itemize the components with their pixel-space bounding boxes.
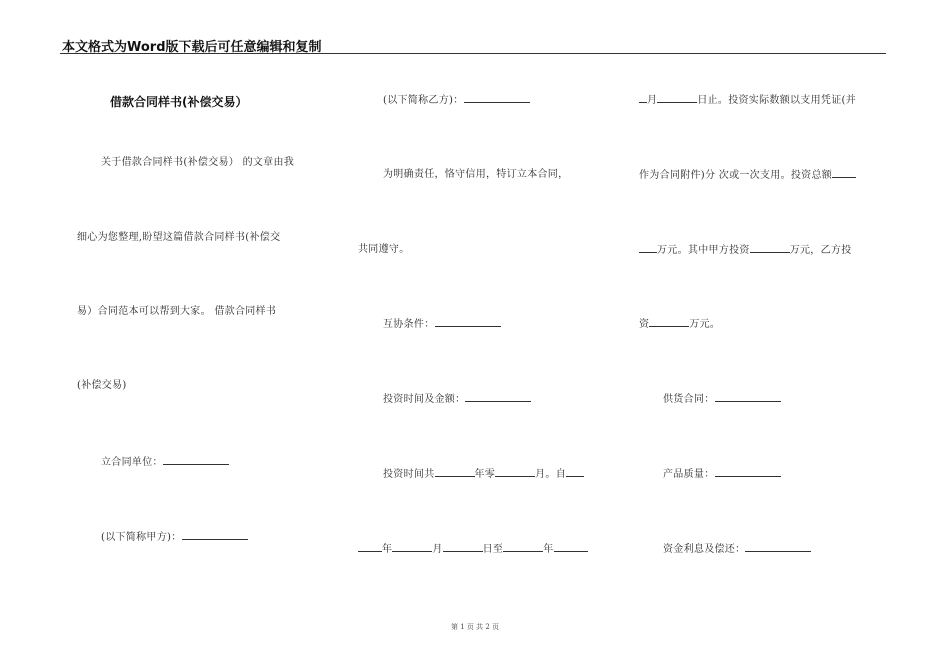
start-month-blank: [392, 542, 432, 552]
party-b-blank: [464, 93, 530, 103]
day-to-label: 日至: [482, 544, 504, 555]
investment-word: 资: [639, 319, 650, 330]
header-divider: [60, 53, 886, 54]
document-title: 借款合同样书(补偿交易）: [110, 95, 248, 109]
col3-line-4: [639, 317, 720, 332]
col1-line-1: 关于借款合同样书(补偿交易） 的文章由我: [101, 157, 295, 168]
product-quality-blank: [715, 467, 781, 477]
supply-contract-blank: [715, 392, 781, 402]
page-number: 第 1 页 共 2 页: [450, 623, 500, 631]
product-quality-label: 产品质量：: [663, 469, 715, 480]
col2-line-6: [383, 467, 584, 482]
contract-party-label: 立合同单位：: [101, 457, 163, 468]
total-investment-blank: [832, 168, 856, 178]
end-month-label: 月: [647, 95, 658, 106]
mutual-terms-label: 互协条件：: [383, 319, 435, 330]
investment-time-amount-label: 投资时间及金额：: [383, 394, 466, 405]
year-label: 年: [382, 544, 393, 555]
page-header: 本文格式为Word版下载后可任意编辑和复制: [62, 40, 322, 55]
col1-line-6: [101, 530, 248, 545]
interest-repayment-label: 资金利息及偿还：: [663, 544, 746, 555]
col3-line-3: [639, 243, 852, 258]
col3-line-6: [663, 467, 781, 482]
end-year-blank: [503, 542, 543, 552]
col1-line-5: [101, 455, 229, 470]
months-from-label: 月。自: [535, 469, 567, 480]
party-b-amount-blank: [649, 317, 689, 327]
col2-line-3: 共同遵守。: [358, 244, 410, 255]
start-year-cont-blank: [358, 542, 382, 552]
party-b-investment-text: 万元，乙方投: [789, 245, 852, 256]
col2-line-2: 为明确责任，恪守信用，特订立本合同，: [383, 169, 569, 180]
end-year-label: 年: [543, 544, 554, 555]
ten-thousand-yuan-label: 万元。: [689, 319, 721, 330]
total-investment-text: 作为合同附件)分 次或一次支用。投资总额: [639, 170, 833, 181]
party-a-amount-blank: [750, 243, 790, 253]
end-month-blank: [554, 542, 588, 552]
col2-line-1: [383, 93, 530, 108]
col2-line-4: [383, 317, 501, 332]
end-month-cont-blank: [639, 93, 647, 103]
mutual-terms-blank: [435, 317, 501, 327]
total-amount-blank: [639, 243, 657, 253]
month-label: 月: [432, 544, 443, 555]
end-day-blank: [657, 93, 697, 103]
supply-contract-label: 供货合同：: [663, 394, 715, 405]
col3-line-1: [639, 93, 856, 108]
investment-period-label: 投资时间共: [383, 469, 435, 480]
col1-line-2: 细心为您整理,盼望这篇借款合同样书(补偿交: [77, 232, 281, 243]
col3-line-5: [663, 392, 781, 407]
col3-line-2: [639, 168, 856, 183]
col2-line-5: [383, 392, 531, 407]
col2-line-7: [358, 542, 588, 557]
party-a-investment-text: 万元。其中甲方投资: [657, 245, 750, 256]
investment-time-amount-blank: [465, 392, 531, 402]
years-blank: [435, 467, 475, 477]
interest-repayment-blank: [745, 542, 811, 552]
start-day-blank: [443, 542, 483, 552]
party-b-label: (以下简称乙方)：: [383, 95, 464, 106]
col3-line-7: [663, 542, 811, 557]
years-and-label: 年零: [474, 469, 496, 480]
party-a-label: (以下简称甲方)：: [101, 532, 182, 543]
contract-party-blank: [163, 455, 229, 465]
start-year-blank: [566, 467, 584, 477]
col1-line-4: (补偿交易): [77, 380, 127, 391]
party-a-blank: [182, 530, 248, 540]
actual-amount-text: 日止。投资实际数额以支用凭证(并: [697, 95, 857, 106]
months-blank: [495, 467, 535, 477]
col1-line-3: 易）合同范本可以帮到大家。 借款合同样书: [77, 306, 277, 317]
